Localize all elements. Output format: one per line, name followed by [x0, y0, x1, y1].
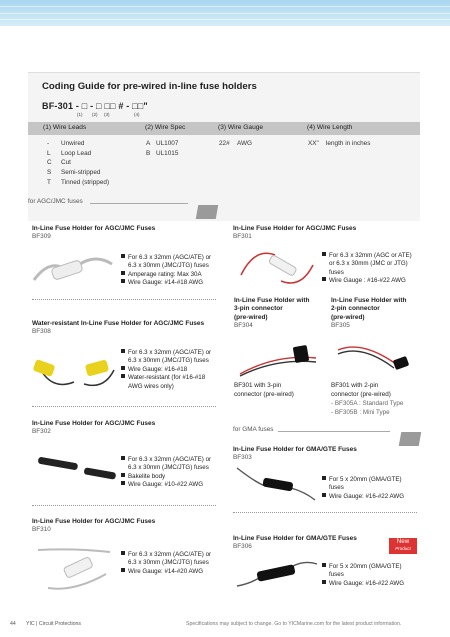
part-number-bf308: BF308 [32, 328, 51, 335]
col-header-wire-gauge: (3) Wire Gauge [218, 124, 264, 131]
product-title-bf310: In-Line Fuse Holder for AGC/JMC Fuses [32, 518, 156, 525]
part-number-bf305: BF305 [331, 322, 350, 329]
part-number-bf310: BF310 [32, 526, 51, 533]
section-stamp-gma [399, 432, 421, 446]
code-position-3: (3) [104, 112, 110, 117]
product-title-bf301: In-Line Fuse Holder for AGC/JMC Fuses [233, 225, 357, 232]
fuse-holder-image-bf304 [236, 334, 320, 380]
col-header-wire-length: (4) Wire Length [307, 124, 353, 131]
bullets-bf302: For 6.3 x 32mm (AGC/ATE) or 6.3 x 30mm (JMC/JTG) fuses Bakelite body Wire Gauge: #10-#22 AWG [121, 456, 211, 490]
bullets-bf310: For 6.3 x 32mm (AGC/ATE) or 6.3 x 30mm (JMC/JTG) fuses Wire Gauge: #14-#20 AWG [121, 551, 211, 576]
fuse-holder-image-bf305 [332, 330, 420, 380]
bullets-bf301: For 6.3 x 32mm (AGC or ATE) or 6.3 x 30mm (JMC or JTG) fuses Wire Gauge : #16-#22 AWG [322, 252, 412, 286]
product-title-bf309: In-Line Fuse Holder for AGC/JMC Fuses [32, 225, 156, 232]
product-title-bf305: In-Line Fuse Holder with 2-pin connector (pre-wired) [331, 297, 407, 321]
fuse-holder-image-bf303 [235, 464, 317, 504]
bullets-bf306: For 5 x 20mm (GMA/GTE) fuses Wire Gauge: #16-#22 AWG [322, 563, 404, 588]
part-number-bf309: BF309 [32, 233, 51, 240]
code-position-4: (4) [134, 112, 140, 117]
top-decorative-band [0, 0, 450, 26]
wire-length-code: XX" [308, 140, 319, 147]
section-label-agc: for AGC/JMC fuses [28, 198, 83, 205]
wire-spec-codes: A B [146, 140, 151, 157]
bullets-bf309: For 6.3 x 32mm (AGC/ATE) or 6.3 x 30mm (JMC/JTG) fuses Amperage rating: Max 30A Wire Gauge: #14-#18 AWG [121, 254, 211, 288]
wire-gauge-code: 22# [219, 140, 230, 147]
new-product-badge: New Product [389, 538, 417, 554]
product-title-bf302: In-Line Fuse Holder for AGC/JMC Fuses [32, 420, 156, 427]
divider [32, 406, 216, 407]
wire-leads-values: Unwired Loop Lead Cut Semi-stripped Tinned (stripped) [61, 140, 110, 186]
footer-note: Specifications may subject to change. Go to YICMarine.com for the latest product information. [186, 621, 402, 627]
caption-bf304: BF301 with 3-pin connector (pre-wired) [234, 382, 294, 398]
bullets-bf303: For 5 x 20mm (GMA/GTE) fuses Wire Gauge: #16-#22 AWG [322, 476, 404, 501]
fuse-holder-image-bf308 [34, 354, 118, 394]
fuse-holder-image-bf309 [32, 250, 114, 292]
product-title-bf306: In-Line Fuse Holder for GMA/GTE Fuses [233, 535, 357, 542]
footer-section: YIC | Circuit Protections [26, 621, 81, 627]
section-rule-agc [90, 203, 188, 204]
divider [32, 505, 216, 506]
page-number: 44 [10, 621, 16, 627]
part-number-bf306: BF306 [233, 543, 252, 550]
variants-bf305: - BF305A : Standard Type - BF305B : Mini Type [331, 400, 404, 416]
product-title-bf303: In-Line Fuse Holder for GMA/GTE Fuses [233, 446, 357, 453]
part-number-bf304: BF304 [234, 322, 253, 329]
part-number-bf303: BF303 [233, 454, 252, 461]
wire-spec-values: UL1007 UL1015 [156, 140, 179, 157]
bullets-bf308: For 6.3 x 32mm (AGC/ATE) or 6.3 x 30mm (JMC/JTG) fuses Wire Gauge: #16-#18 Water-resistant (for #16-#18 AWG wires only) [121, 349, 211, 391]
col-header-wire-spec: (2) Wire Spec [145, 124, 186, 131]
wire-gauge-value: AWG [237, 140, 253, 147]
section-rule-gma [278, 431, 390, 432]
caption-bf305: BF301 with 2-pin connector (pre-wired) [331, 382, 391, 398]
product-title-bf304: In-Line Fuse Holder with 3-pin connector (pre-wired) [234, 297, 310, 321]
part-number-bf302: BF302 [32, 428, 51, 435]
code-pattern: BF-301 - □ - □ □□ # - □□" [42, 101, 148, 111]
section-label-gma: for GMA fuses [233, 426, 274, 433]
code-position-2: (2) [92, 112, 98, 117]
fuse-holder-image-bf301 [235, 245, 317, 293]
product-title-bf308: Water-resistant In-Line Fuse Holder for AGC/JMC Fuses [32, 320, 205, 327]
coding-guide-title: Coding Guide for pre-wired in-line fuse holders [42, 81, 257, 92]
fuse-holder-image-bf306 [235, 556, 319, 594]
col-header-wire-leads: (1) Wire Leads [43, 124, 87, 131]
code-position-1: (1) [77, 112, 83, 117]
fuse-holder-image-bf302 [34, 448, 118, 492]
divider [233, 512, 417, 513]
section-stamp-agc [196, 205, 218, 219]
divider [32, 299, 216, 300]
fuse-holder-image-bf310 [34, 544, 118, 594]
wire-leads-codes: - L C S T [47, 140, 52, 186]
part-number-bf301: BF301 [233, 233, 252, 240]
wire-length-value: length in inches [326, 140, 371, 147]
